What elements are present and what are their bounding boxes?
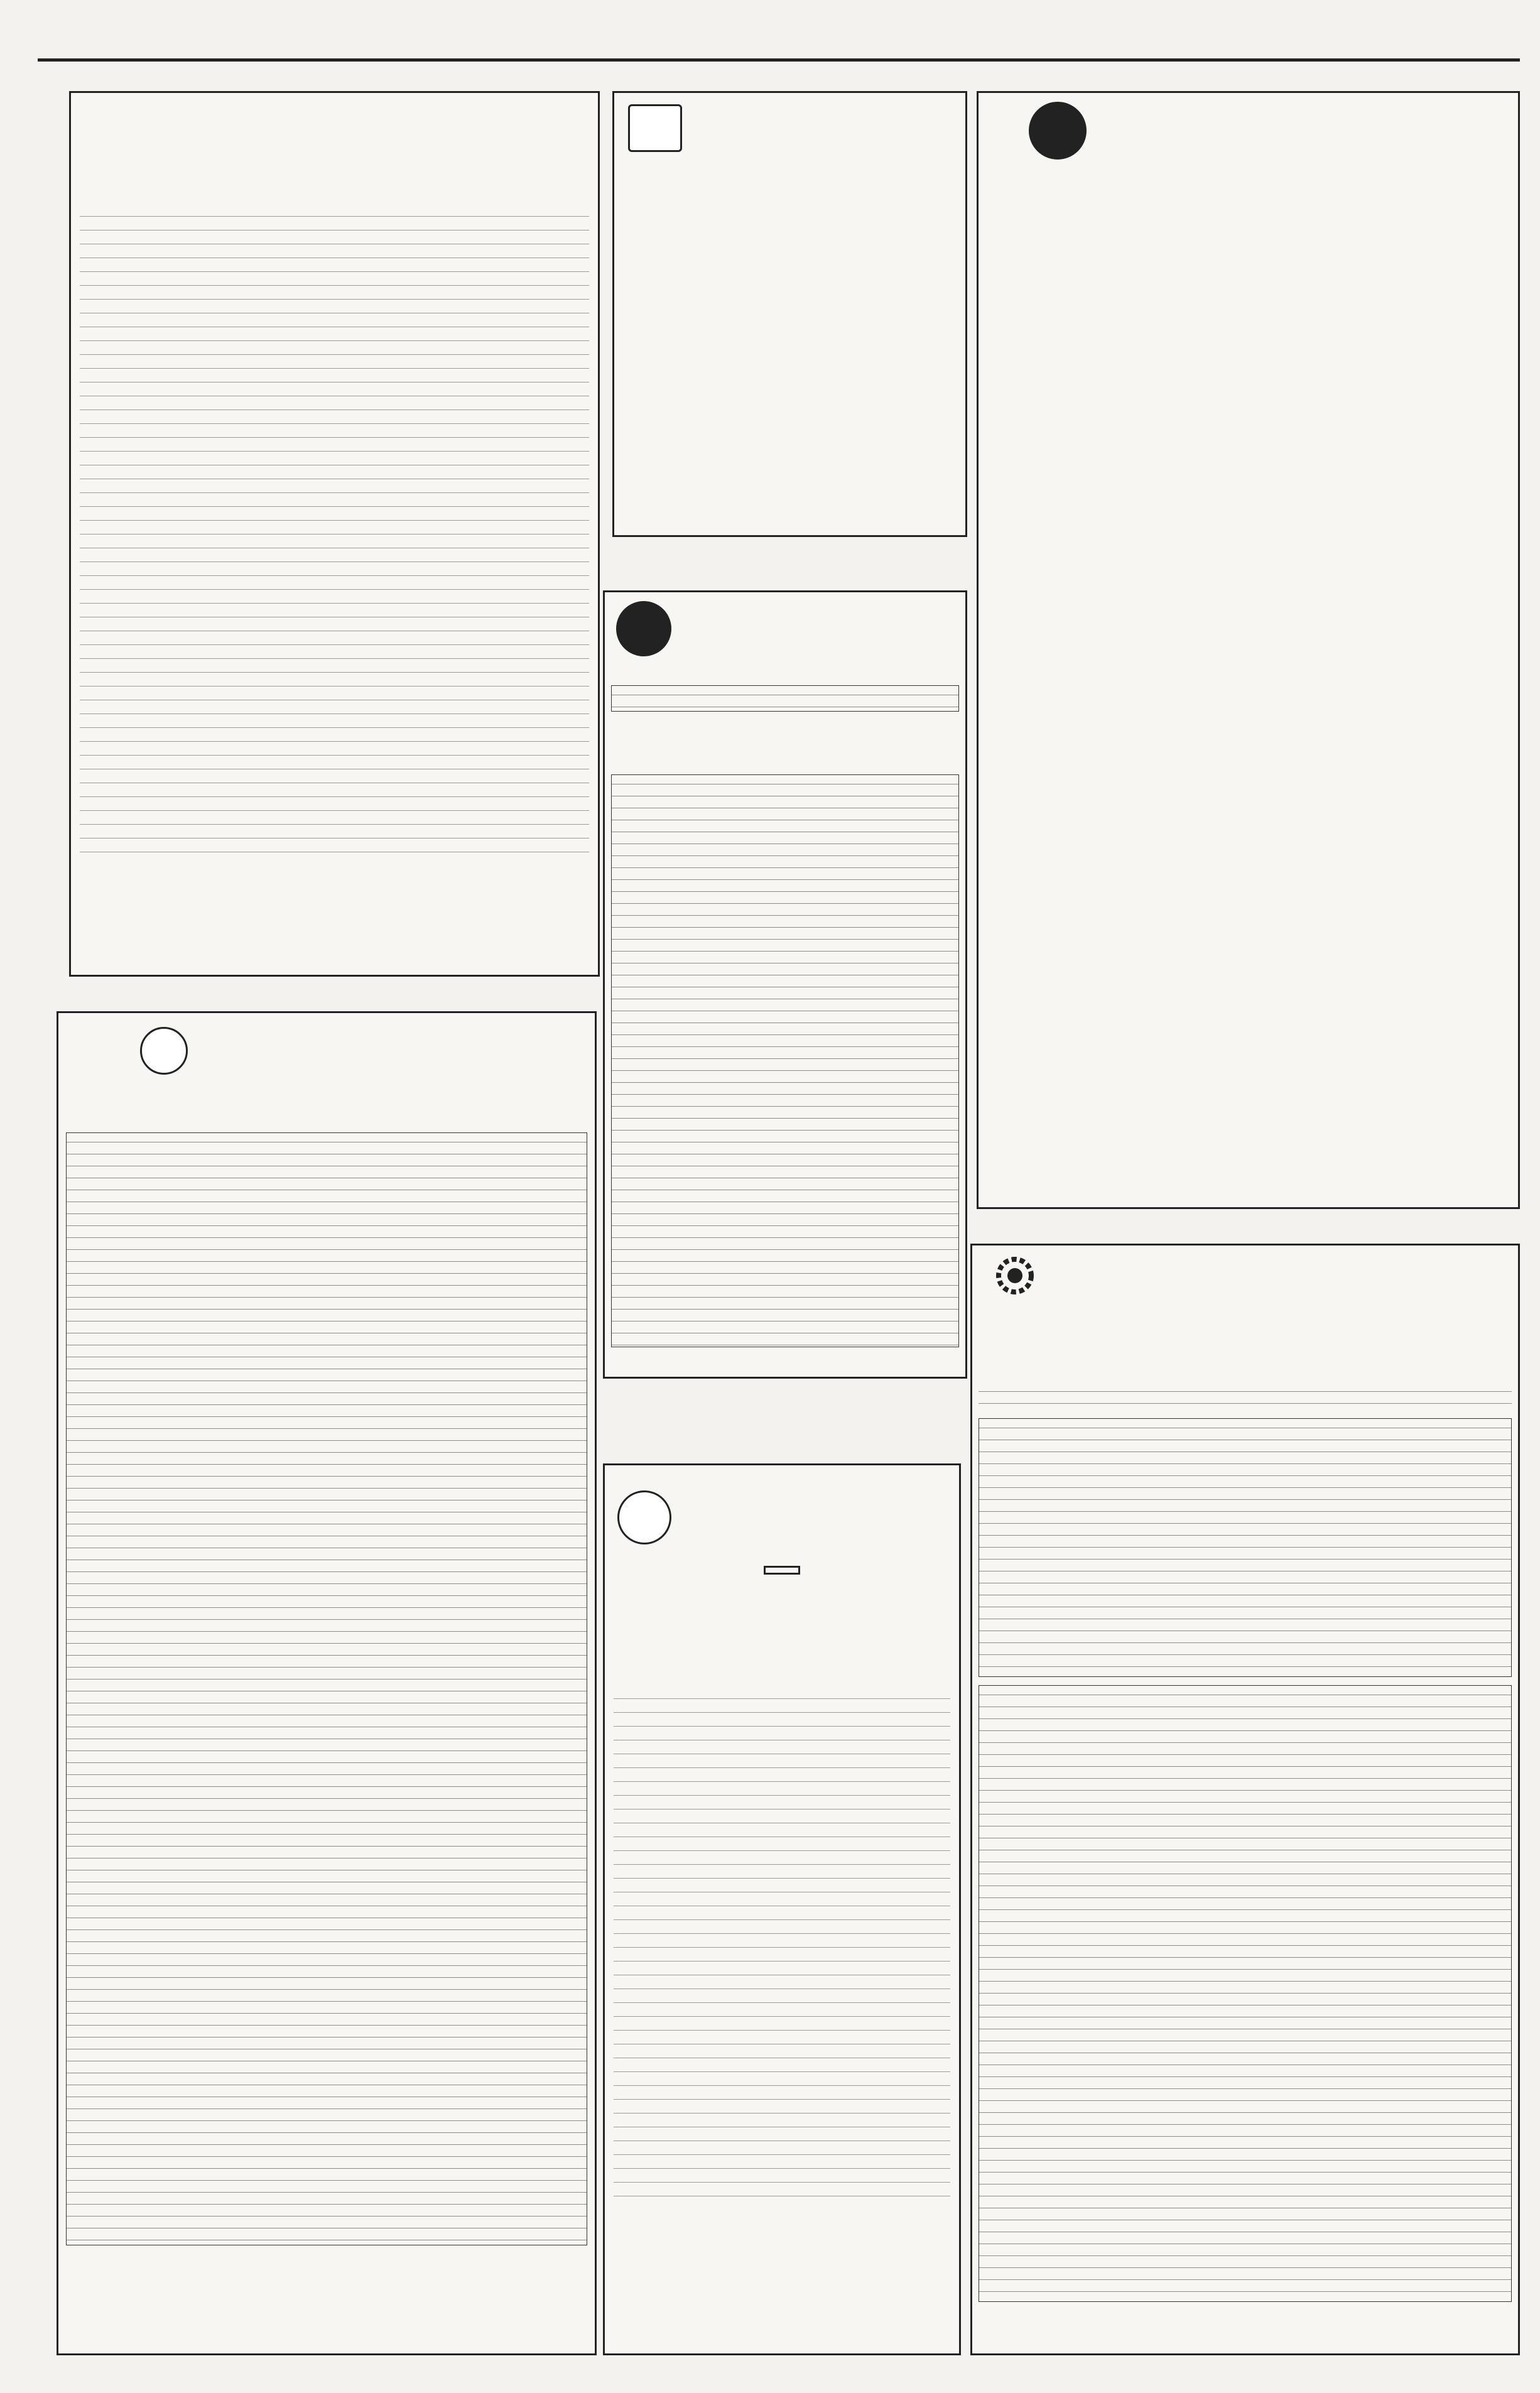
gear-icon <box>984 1253 1046 1303</box>
dhaka-university-emblem-icon <box>140 1027 188 1075</box>
ad-body-text <box>614 1688 950 2210</box>
btv-logo-icon <box>617 1490 671 1544</box>
ad-social-services <box>69 91 600 977</box>
mes-emblem-icon <box>1029 102 1087 160</box>
ad-bepza <box>970 1244 1520 2355</box>
vacancy-table <box>979 1418 1512 1677</box>
ad-sgfl <box>603 590 967 1379</box>
ad-chief-engineer <box>57 1011 597 2355</box>
notice-number-wrap <box>605 1566 959 1578</box>
ad-nwpgcl <box>612 91 967 537</box>
notice-number <box>764 1566 800 1575</box>
notice-box <box>611 685 959 712</box>
tender-table <box>985 211 1512 216</box>
ad-body-text <box>80 206 589 859</box>
conditions-list <box>979 1685 1512 2302</box>
ad-mes <box>977 91 1520 1209</box>
masthead <box>38 18 1520 62</box>
sgfl-logo-icon <box>616 601 671 656</box>
nwpgcl-logo-icon <box>628 104 682 152</box>
ad-btv <box>603 1463 961 2355</box>
bepza-logo-icon <box>984 1253 1046 1303</box>
tender-table <box>66 1132 587 2245</box>
tender-table <box>611 774 959 1347</box>
ad-body-text <box>979 1382 1512 1414</box>
